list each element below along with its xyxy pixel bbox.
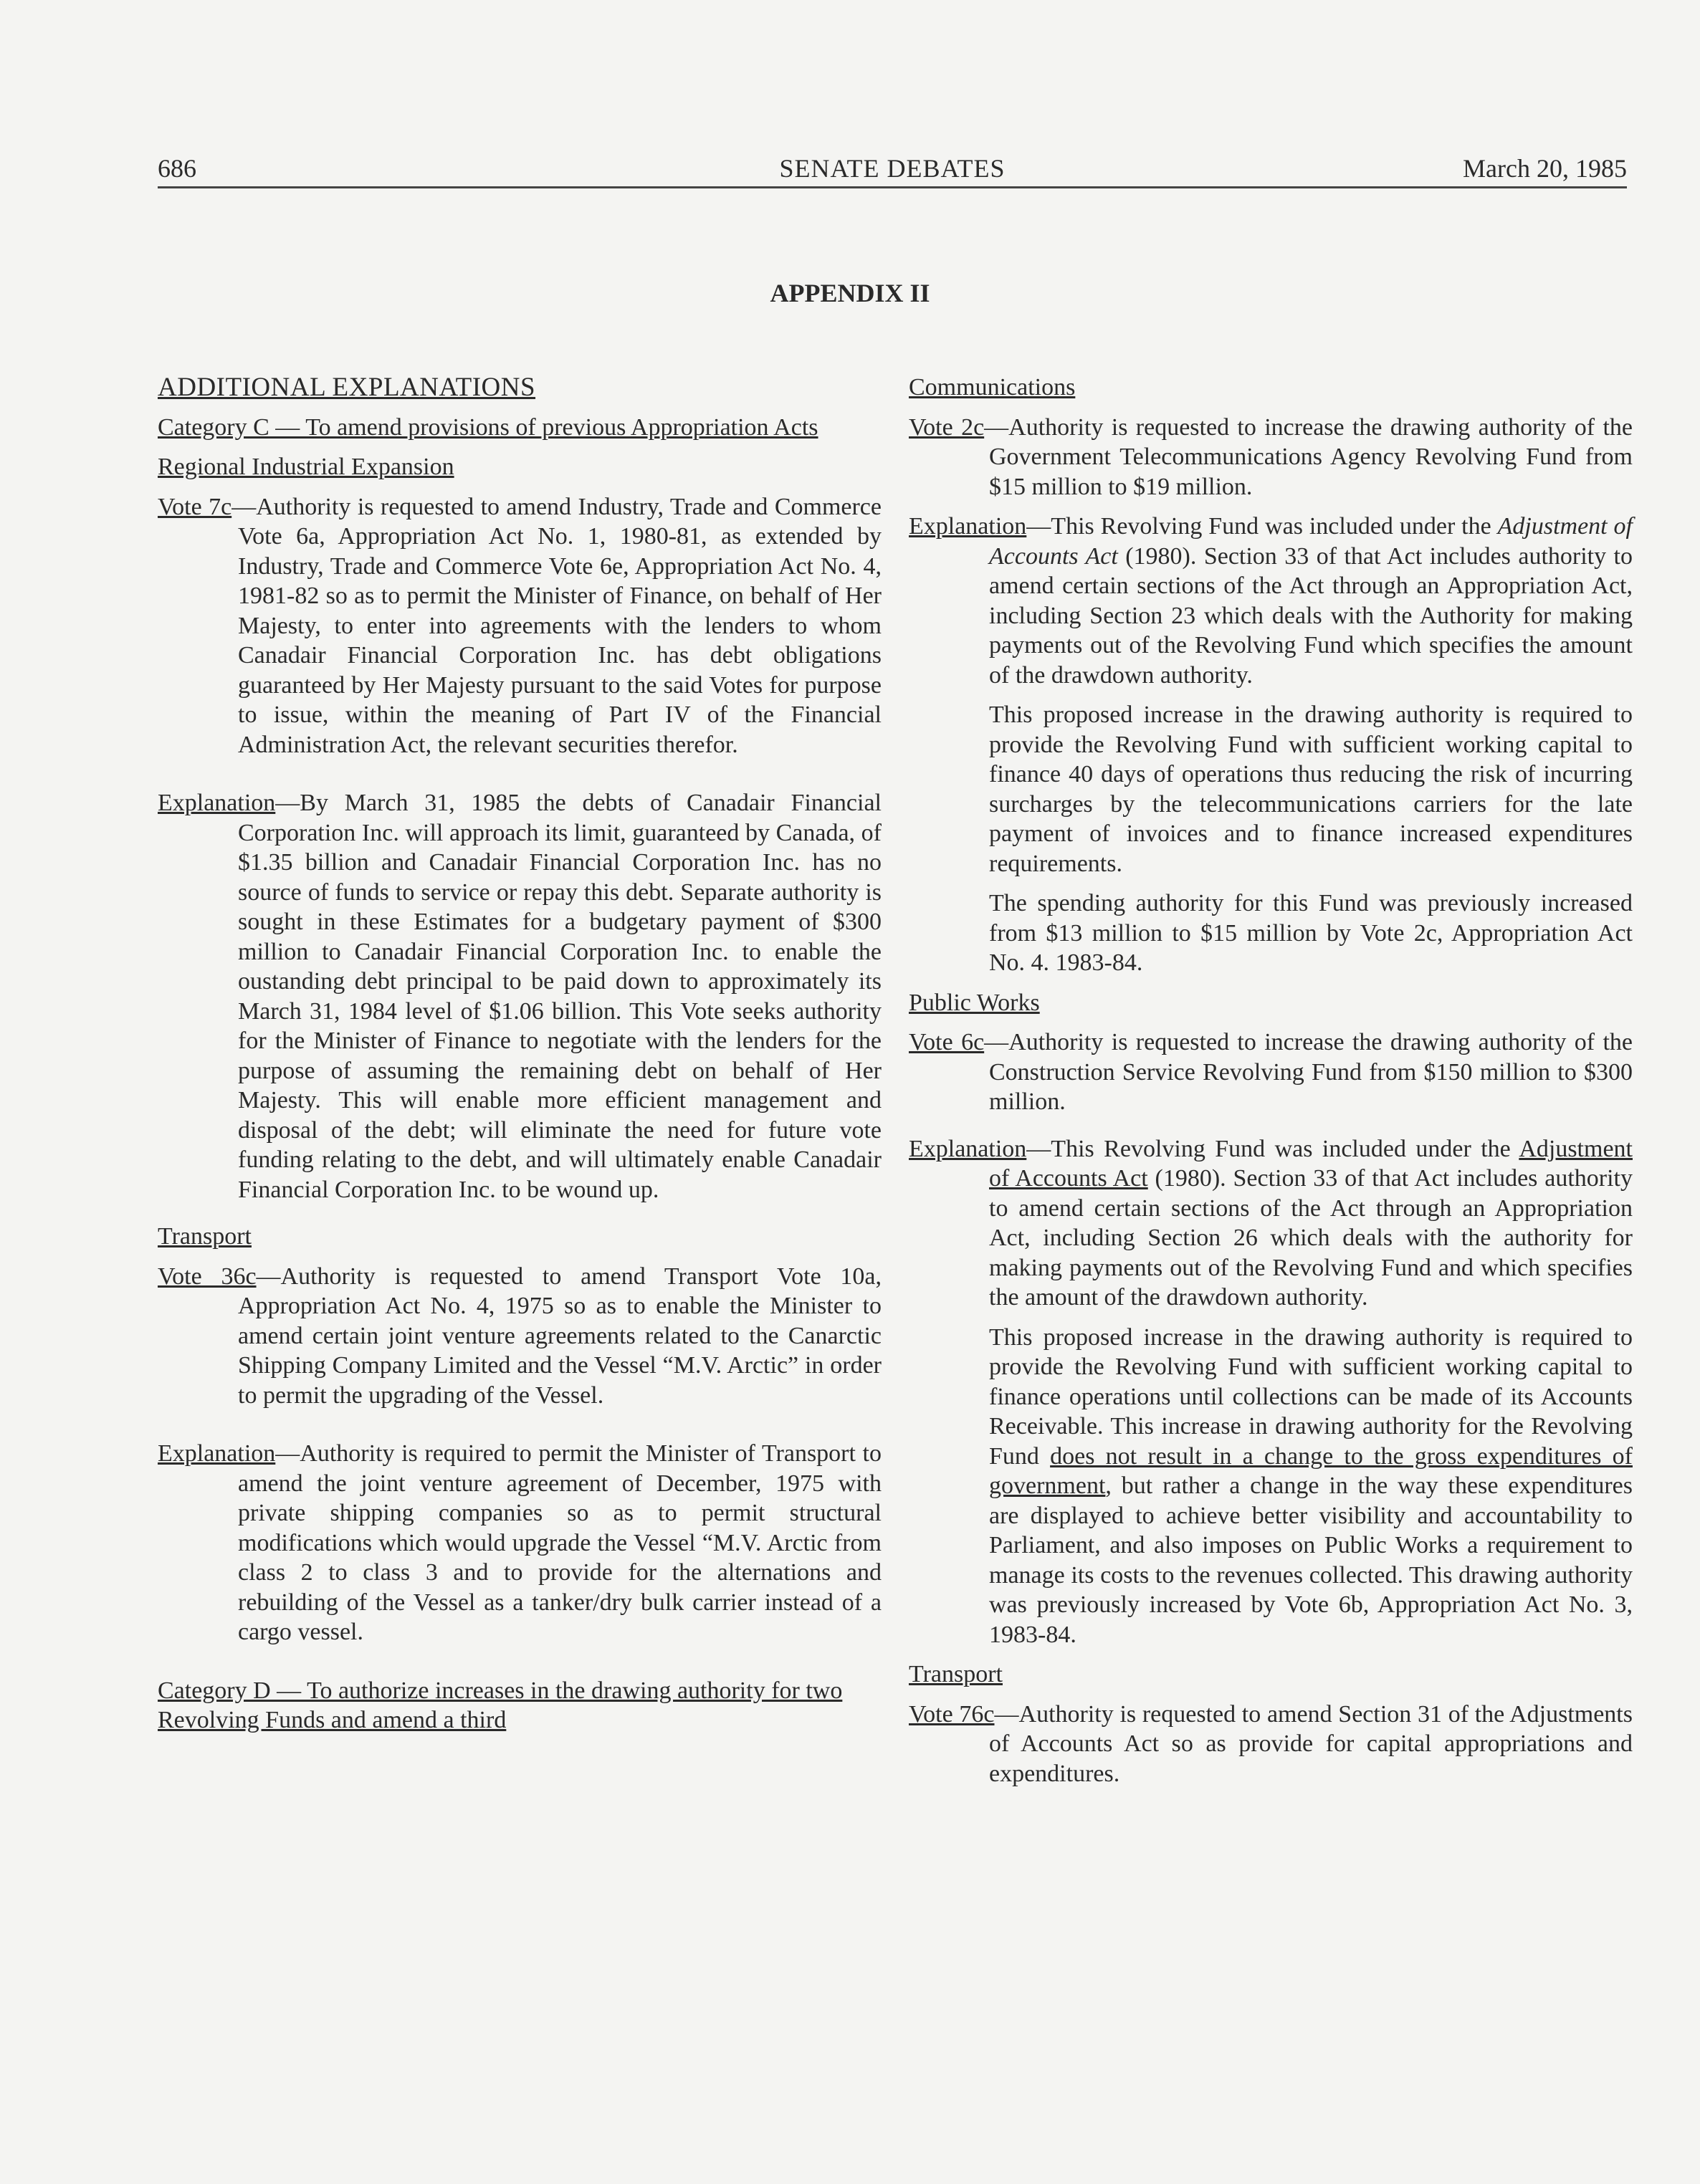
section-public-works: Public Works [909,989,1040,1016]
running-title: SENATE DEBATES [779,154,1006,183]
explanation-text-cont: (1980). Section 33 of that Act includes authority to amend certain sections of the Act through an Appropriation Act, including Section 26 which deals with the authority for making payments out of the Revolving Fund and which specifies the amount of the drawdown authority. [989,1165,1633,1311]
page-number: 686 [158,154,196,183]
explanation-telecom [909,512,1633,690]
pw-underlined: does not result in a change to the gross expenditures of government [989,1442,1633,1499]
explanation-label: Explanation [158,790,276,816]
explanation-label: Explanation [909,1135,1027,1162]
section-heading: ADDITIONAL EXPLANATIONS [158,373,536,402]
left-column [158,373,882,1735]
act-title: Adjustment of Accounts Act [989,1135,1633,1192]
vote-label: Vote 6c [909,1029,985,1055]
comm-paragraph-2: This proposed increase in the drawing authority is required to provide the Revolving Fund with sufficient working capital to finance 40 days of operations thus reducing the risk of incurring surcharges by the telecommunications carriers for the late payment of invoices and to finance increased expenditures requirements. [989,701,1633,877]
vote-6c [909,1028,1633,1117]
explanation-label: Explanation [909,513,1027,540]
explanation-text: —By March 31, 1985 the debts of Canadair Financial Corporation Inc. will approach its limit, guaranteed by Canada, of $1.35 billion and Canadair Financial Corporation Inc. has no source of funds to service or repay this debt. Separate authority is sought in these Estimates for a budgetary payment of $300 million to Canadair Financial Corporation Inc. to enable the oustanding debt principal to be paid down to approximately its March 31, 1984 level of $1.06 billion. This Vote seeks authority for the Minister of Finance to negotiate with the lenders for the purpose of assuming the remaining debt on behalf of Her Majesty. This will enable more efficient management and disposal of the debt; will eliminate the need for future vote funding relating to the debt, and will ultimately enable Canadair Financial Corporation Inc. to be wound up. [238,790,882,1203]
explanation-canadair [158,788,882,1204]
vote-text: —Authority is requested to amend Industry, Trade and Commerce Vote 6a, Appropriation Act No. 1, 1980-81, as extended by Industry, Trade and Commerce Vote 6e, Appropriation Act No. 4, 1981-82 so as to permit the Minister of Finance, on behalf of Her Majesty, to enter into agreements with the lenders to whom Canadair Financial Corporation Inc. has debt obligations guaranteed by Her Majesty pursuant to the said Votes for purpose to issue, within the meaning of Part IV of the Financial Administration Act, the relevant securities therefor. [231,493,882,758]
section-transport-right: Transport [909,1661,1003,1687]
act-title: Adjustment of Accounts Act [989,513,1633,570]
category-d-heading: Category D — To authorize increases in the drawing authority for two Revolving Funds and amend a third [158,1677,843,1733]
vote-text: —Authority is requested to increase the drawing authority of the Construction Service Revolving Fund from $150 million to $300 million. [984,1029,1633,1115]
appendix-title: APPENDIX II [770,279,930,307]
pw-text: This proposed increase in the drawing authority is required to provide the Revolving Fund with sufficient working capital to finance operations until collections can be made of its Accounts Receivable. This increase in drawing authority for the Revolving Fund [989,1323,1633,1470]
vote-label: Vote 2c [909,413,985,441]
explanation-arctic [158,1439,882,1647]
header-date: March 20, 1985 [1463,154,1627,183]
category-c-heading: Category C — To amend provisions of previous Appropriation Acts [158,413,818,441]
page-header [158,148,1627,188]
pw-paragraph-2 [909,1323,1633,1650]
vote-label: Vote 76c [909,1700,995,1728]
explanation-label: Explanation [158,1440,276,1467]
vote-label: Vote 7c [158,493,232,520]
right-column [909,373,1633,1788]
vote-2c [909,413,1633,502]
section-transport: Transport [158,1223,252,1250]
explanation-text: —This Revolving Fund was included under the [1026,1135,1519,1162]
vote-label: Vote 36c [158,1263,257,1290]
comm-paragraph-3: The spending authority for this Fund was previously increased from $13 million to $15 million by Vote 2c, Appropriation Act No. 4. 1983-84. [989,890,1633,976]
vote-76c [909,1700,1633,1789]
section-communications: Communications [909,374,1076,401]
vote-7c [158,492,882,760]
section-regional-industrial-expansion: Regional Industrial Expansion [158,454,454,480]
explanation-text: —Authority is required to permit the Minister of Transport to amend the joint venture agreement of December, 1975 with private shipping companies so as to permit structural modifications which would upgrade the Vessel “M.V. Arctic from class 2 to class 3 and to provide for the alternations and rebuilding of the Vessel as a tanker/dry bulk carrier instead of a cargo vessel. [238,1440,882,1645]
explanation-text: —This Revolving Fund was included under the [1026,513,1498,540]
pw-text-cont: , but rather a change in the way these expenditures are displayed to achieve better visibility and accountability to Parliament, and also imposes on Public Works a requirement to manage its costs to the revenues collected. This drawing authority was previously increased by Vote 6b, Appropriation Act No. 3, 1983-84. [989,1472,1633,1648]
vote-text: —Authority is requested to increase the drawing authority of the Government Telecommunications Agency Revolving Fund from $15 million to $19 million. [984,413,1633,500]
vote-text: —Authority is requested to amend Section 31 of the Adjustments of Accounts Act so as provide for capital appropriations and expenditures. [989,1700,1633,1787]
vote-36c [158,1262,882,1411]
explanation-construction [909,1134,1633,1313]
explanation-text-cont: (1980). Section 33 of that Act includes authority to amend certain sections of the Act through an Appropriation Act, including Section 23 which deals with the Authority for making payments out of the Revolving Fund which specifies the amount of the drawdown authority. [989,542,1633,689]
vote-text: —Authority is requested to amend Transport Vote 10a, Appropriation Act No. 4, 1975 so as to enable the Minister to amend certain joint venture agreements related to the Canarctic Shipping Company Limited and the Vessel “M.V. Arctic” in order to permit the upgrading of the Vessel. [238,1263,882,1409]
